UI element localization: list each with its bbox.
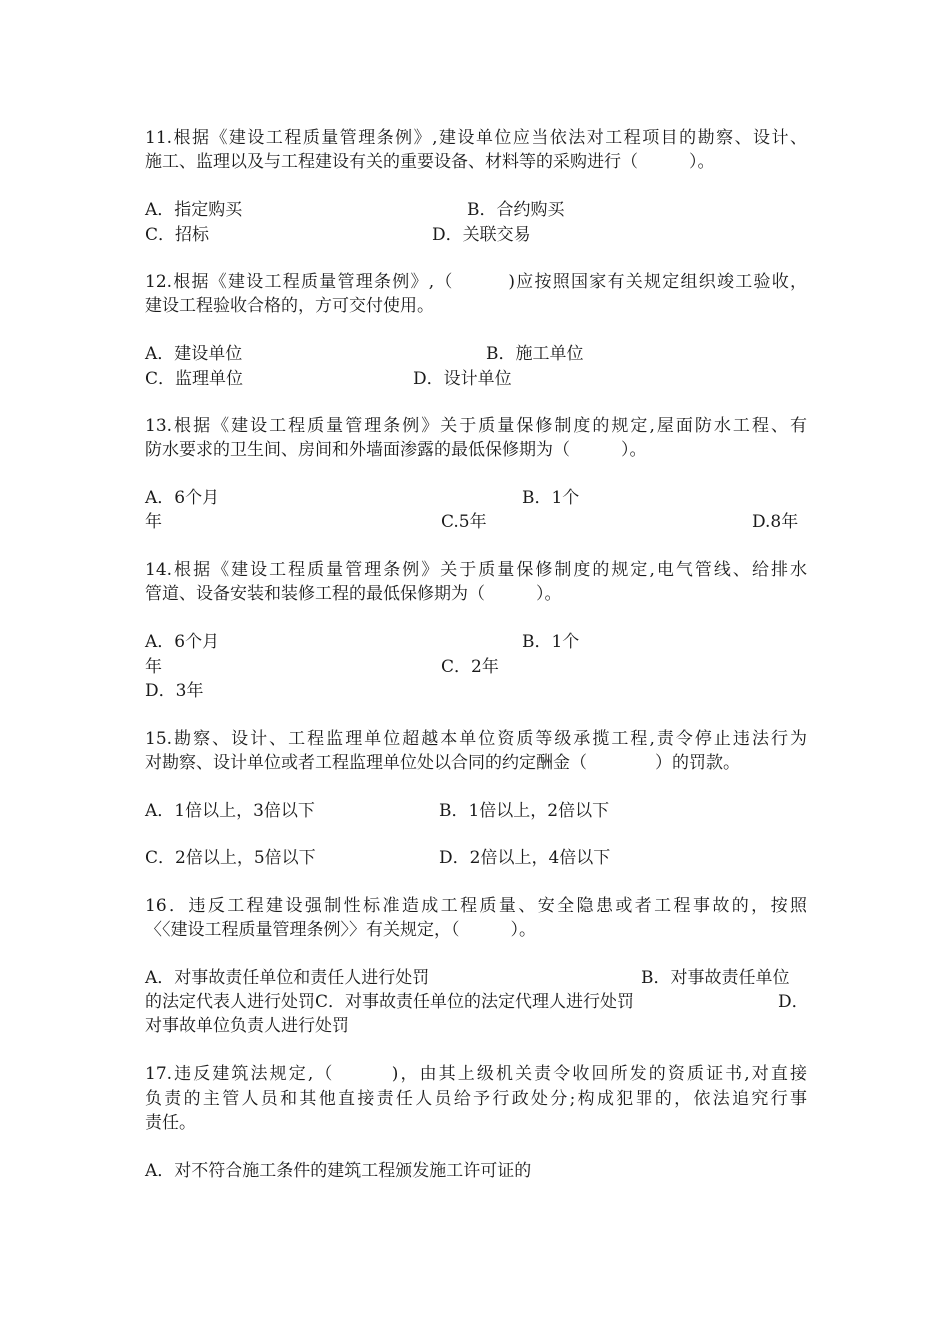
question-15-option-d: D．2倍以上，4倍以下 bbox=[439, 848, 611, 868]
question-17-line-1: 17.违反建筑法规定,（ )，由其上级机关责令收回所发的资质证书,对直接 bbox=[145, 1064, 807, 1084]
question-11-option-b: B．合约购买 bbox=[467, 200, 565, 220]
question-12-option-a: A．建设单位 bbox=[145, 344, 243, 364]
question-15-option-c: C．2倍以上，5倍以下 bbox=[145, 848, 316, 868]
question-13-option-b-cont: 年 bbox=[145, 512, 162, 532]
question-15-option-a: A．1倍以上，3倍以下 bbox=[145, 801, 315, 821]
question-11-option-c: C．招标 bbox=[145, 225, 210, 245]
question-16-line-1: 16．违反工程建设强制性标准造成工程质量、安全隐患或者工程事故的，按照 bbox=[145, 896, 807, 916]
question-13-line-1: 13.根据《建设工程质量管理条例》关于质量保修制度的规定,屋面防水工程、有 bbox=[145, 416, 807, 436]
question-16-option-a: A．对事故责任单位和责任人进行处罚 bbox=[145, 968, 430, 988]
question-16-line-2: 〈〈建设工程质量管理条例〉〉有关规定，（ ）。 bbox=[145, 920, 536, 940]
question-14-option-b: B．1个 bbox=[522, 632, 580, 652]
question-13-option-a: A．6个月 bbox=[145, 488, 220, 508]
question-15-option-b: B．1倍以上，2倍以下 bbox=[439, 801, 610, 821]
question-12-option-c: C．监理单位 bbox=[145, 369, 244, 389]
question-16-option-d: D． bbox=[778, 992, 809, 1012]
question-16-option-d-cont: 对事故单位负责人进行处罚 bbox=[145, 1016, 349, 1036]
question-17-option-a: A．对不符合施工条件的建筑工程颁发施工许可证的 bbox=[145, 1161, 532, 1181]
question-14-line-1: 14.根据《建设工程质量管理条例》关于质量保修制度的规定,电气管线、给排水 bbox=[145, 560, 807, 580]
question-12-line-2: 建设工程验收合格的，方可交付使用。 bbox=[145, 296, 434, 316]
question-14-option-a: A．6个月 bbox=[145, 632, 220, 652]
question-17-line-3: 责任。 bbox=[145, 1113, 196, 1133]
question-12-line-1: 12.根据《建设工程质量管理条例》,（ )应按照国家有关规定组织竣工验收， bbox=[145, 272, 807, 292]
question-13-option-d: D.8年 bbox=[752, 512, 799, 532]
question-15-line-1: 15.勘察、设计、工程监理单位超越本单位资质等级承揽工程,责令停止违法行为 bbox=[145, 729, 807, 749]
question-11-line-1: 11.根据《建设工程质量管理条例》,建设单位应当依法对工程项目的勘察、设计、 bbox=[145, 128, 807, 148]
question-11-option-a: A．指定购买 bbox=[145, 200, 243, 220]
question-12-option-d: D．设计单位 bbox=[413, 369, 512, 389]
question-16-option-b: B．对事故责任单位 bbox=[641, 968, 790, 988]
question-11-option-d: D．关联交易 bbox=[432, 225, 531, 245]
question-16-option-b-cont-c: 的法定代表人进行处罚C．对事故责任单位的法定代理人进行处罚 bbox=[145, 992, 635, 1012]
question-13-line-2: 防水要求的卫生间、房间和外墙面渗露的最低保修期为（ ）。 bbox=[145, 440, 647, 460]
question-13-option-b: B．1个 bbox=[522, 488, 580, 508]
question-11-line-2: 施工、监理以及与工程建设有关的重要设备、材料等的采购进行（ ）。 bbox=[145, 152, 715, 172]
question-17-line-2: 负责的主管人员和其他直接责任人员给予行政处分;构成犯罪的，依法追究行事 bbox=[145, 1089, 807, 1109]
question-15-line-2: 对勘察、设计单位或者工程监理单位处以合同的约定酬金（ ）的罚款。 bbox=[145, 753, 740, 773]
question-14-option-c: C．2年 bbox=[441, 657, 499, 677]
question-14-line-2: 管道、设备安装和装修工程的最低保修期为（ ）。 bbox=[145, 584, 562, 604]
question-14-option-d: D．3年 bbox=[145, 681, 204, 701]
question-13-option-c: C.5年 bbox=[441, 512, 487, 532]
question-14-option-b-cont: 年 bbox=[145, 657, 162, 677]
question-12-option-b: B．施工单位 bbox=[486, 344, 584, 364]
